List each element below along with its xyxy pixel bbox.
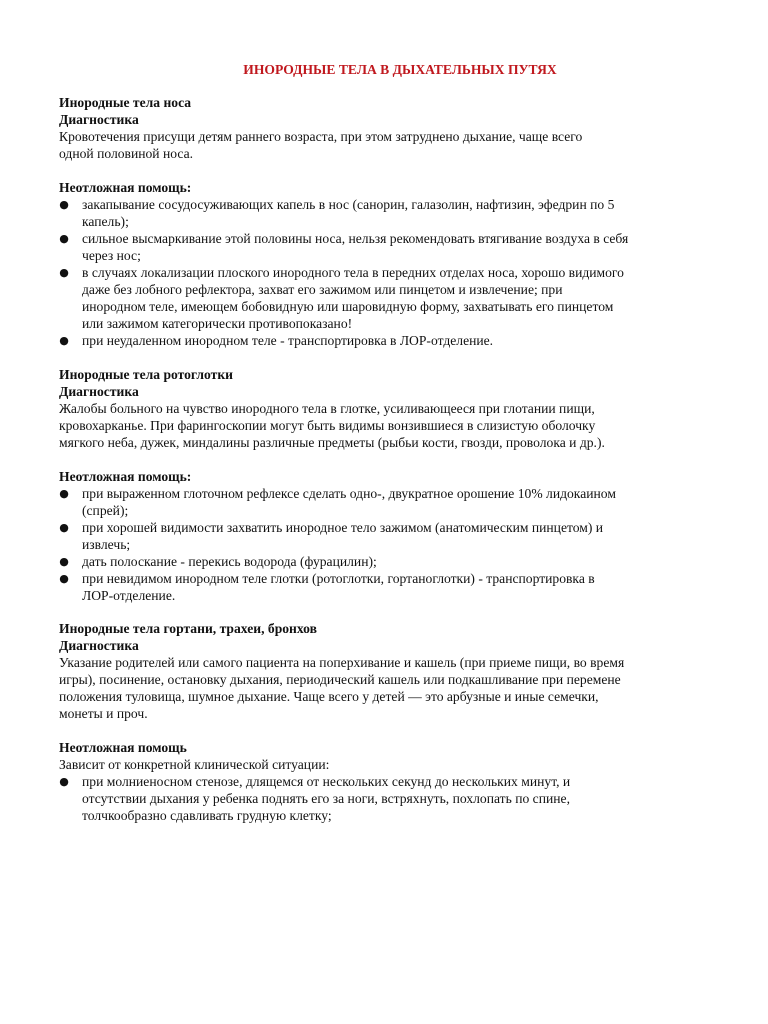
bullet-icon: ● [59, 775, 69, 788]
diagnostics-label: Диагностика [59, 638, 139, 653]
diagnostics-text-line: игры), посинение, остановку дыхания, периодический кашель или подкашливание при перемене [59, 672, 621, 687]
emergency-help-label: Неотложная помощь [59, 740, 187, 755]
diagnostics-text-line: монеты и проч. [59, 706, 148, 721]
bullet-icon: ● [59, 555, 69, 568]
diagnostics-text-line: Кровотечения присущи детям раннего возраста, при этом затруднено дыхание, чаще всего [59, 129, 583, 144]
list-item: ● дать полоскание - перекись водорода (фурацилин); [59, 554, 377, 569]
emergency-help-label: Неотложная помощь: [59, 180, 192, 195]
list-item: ● в случаях локализации плоского инородного тела в передних отделах носа, хорошо видимого даже без лобного рефлектора, захват его зажимом или пинцетом и извлечение; при инородном теле, имеющем бобовидную или шаровидную форму, захватывать его пинцетом или зажимом категорически противопоказано! [59, 265, 624, 331]
section-nose [59, 94, 714, 349]
bullet-icon: ● [59, 198, 69, 211]
bullet-icon: ● [59, 487, 69, 500]
diagnostics-text-line: мягкого неба, дужек, миндалины различные предметы (рыбьи кости, гвозди, проволока и др.). [59, 435, 605, 450]
emergency-help-list [59, 196, 714, 349]
diagnostics-label: Диагностика [59, 384, 139, 399]
section-oropharynx [59, 366, 714, 604]
section-heading: Инородные тела гортани, трахеи, бронхов [59, 621, 317, 636]
list-item: ● при неудаленном инородном теле - транспортировка в ЛОР-отделение. [59, 333, 494, 348]
list-item: ● закапывание сосудосуживающих капель в нос (санорин, галазолин, нафтизин, эфедрин по 5 капель); [59, 197, 615, 229]
emergency-help-list [59, 485, 714, 604]
bullet-icon: ● [59, 521, 69, 534]
section-larynx-trachea-bronchi [59, 620, 714, 824]
emergency-help-list [59, 773, 714, 824]
diagnostics-text-line: кровохарканье. При фарингоскопии могут быть видимы вонзившиеся в слизистую оболочку [59, 418, 596, 433]
emergency-help-intro: Зависит от конкретной клинической ситуации: [59, 757, 330, 772]
diagnostics-label: Диагностика [59, 112, 139, 127]
list-item: ● при невидимом инородном теле глотки (ротоглотки, гортаноглотки) - транспортировка в ЛОР-отделение. [59, 571, 595, 603]
document-title: ИНОРОДНЫЕ ТЕЛА В ДЫХАТЕЛЬНЫХ ПУТЯХ [243, 62, 557, 77]
bullet-icon: ● [59, 266, 69, 279]
list-item: ● при молниеносном стенозе, длящемся от нескольких секунд до нескольких минут, и отсутствии дыхания у ребенка поднять его за ноги, встряхнуть, похлопать по спине, толчкообразно сдавливать грудную клетку; [59, 774, 571, 823]
diagnostics-text-line: Жалобы больного на чувство инородного тела в глотке, усиливающееся при глотании пищи, [59, 401, 595, 416]
bullet-icon: ● [59, 334, 69, 347]
section-heading: Инородные тела ротоглотки [59, 367, 233, 382]
list-item: ● при выраженном глоточном рефлексе сделать одно-, двукратное орошение 10% лидокаином (спрей); [59, 486, 616, 518]
diagnostics-text-line: положения туловища, шумное дыхание. Чаще всего у детей — это арбузные и иные семечки, [59, 689, 599, 704]
list-item: ● сильное высмаркивание этой половины носа, нельзя рекомендовать втягивание воздуха в себя через нос; [59, 231, 629, 263]
bullet-icon: ● [59, 232, 69, 245]
bullet-icon: ● [59, 572, 69, 585]
list-item: ● при хорошей видимости захватить инородное тело зажимом (анатомическим пинцетом) и извлечь; [59, 520, 604, 552]
section-heading: Инородные тела носа [59, 95, 192, 110]
diagnostics-text-line: Указание родителей или самого пациента на поперхивание и кашель (при приеме пищи, во время [59, 655, 625, 670]
emergency-help-label: Неотложная помощь: [59, 469, 192, 484]
diagnostics-text-line: одной половиной носа. [59, 146, 194, 161]
